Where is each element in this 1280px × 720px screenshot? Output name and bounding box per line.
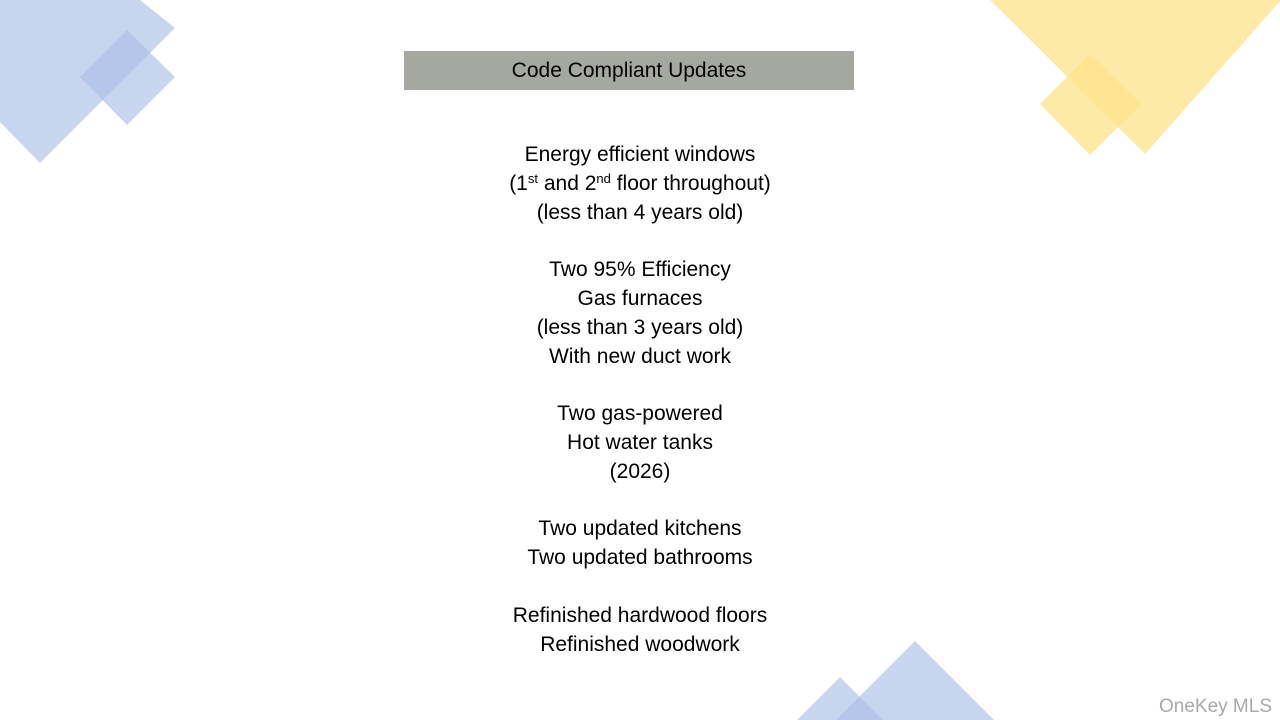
woodwork-line: Refinished woodwork: [540, 632, 740, 656]
windows-line-1: Energy efficient windows: [524, 143, 756, 166]
furnaces-line-4: With new duct work: [548, 344, 732, 368]
floors-line: Refinished hardwood floors: [512, 603, 768, 627]
furnaces-line-3: (less than 3 years old): [536, 315, 744, 339]
water-tanks-line-3: (2026): [609, 459, 671, 483]
kitchens-line: Two updated kitchens: [538, 517, 742, 541]
water-tanks-line-1: Two gas-powered: [557, 402, 723, 426]
furnaces-line-2: Gas furnaces: [577, 286, 703, 310]
water-tanks-line-2: Hot water tanks: [567, 430, 713, 454]
furnaces-line-1: Two 95% Efficiency: [549, 258, 731, 282]
updates-list: [340, 141, 940, 659]
windows-line-2: (1st and 2nd floor throughout): [509, 170, 771, 195]
page-title: Code Compliant Updates: [404, 51, 854, 90]
watermark: OneKey MLS: [1159, 696, 1272, 717]
bathrooms-line: Two updated bathrooms: [527, 546, 753, 570]
yellow-diamond-large: [980, 0, 1280, 154]
windows-line-3: (less than 4 years old): [536, 200, 744, 224]
